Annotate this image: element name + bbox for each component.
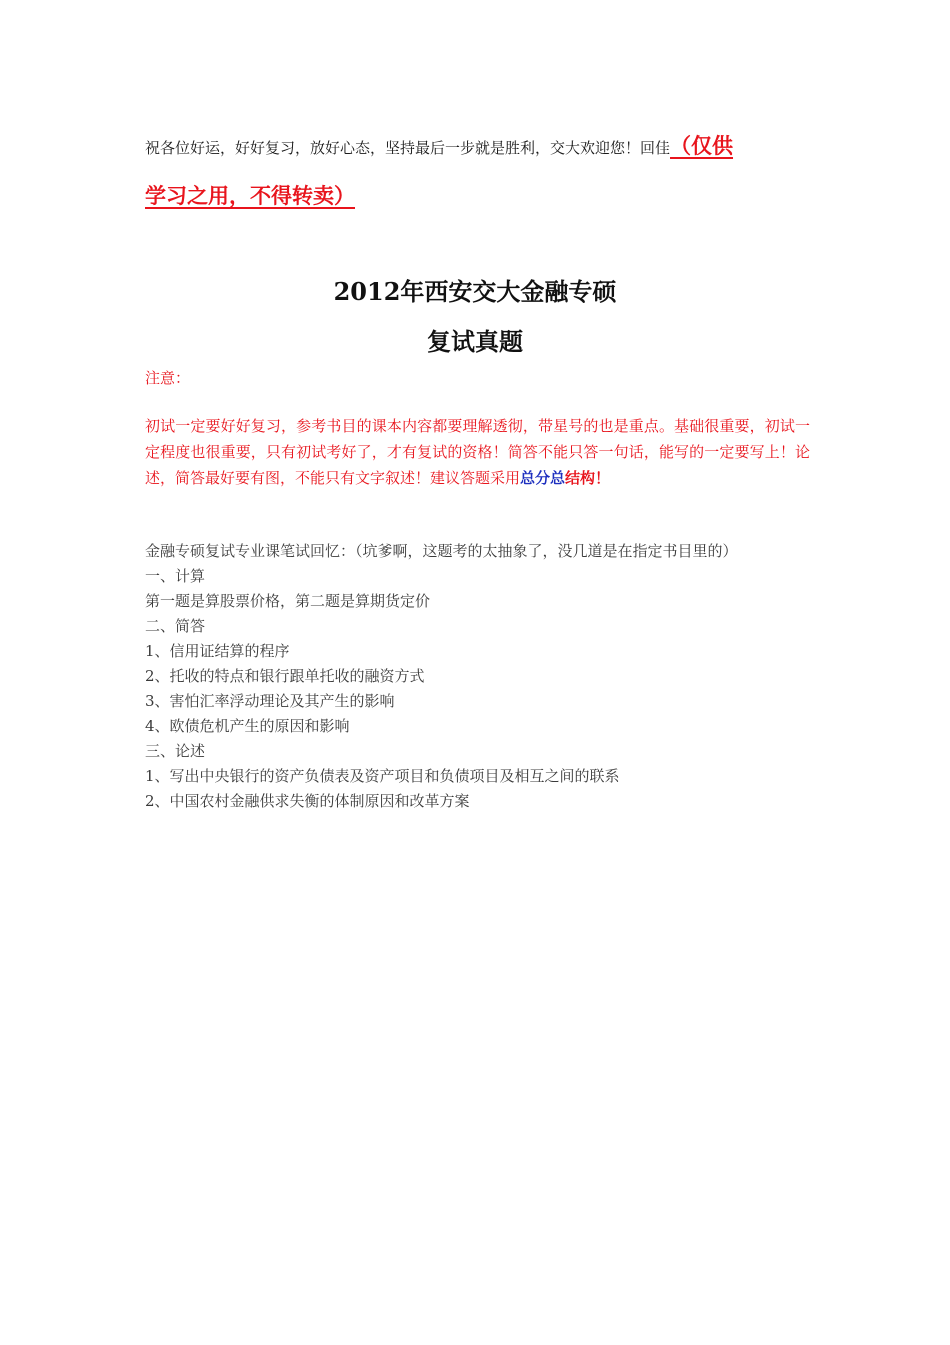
recall-line: 3、害怕汇率浮动理论及其产生的影响 bbox=[145, 692, 395, 710]
document-subtitle: 复试真题 bbox=[427, 327, 523, 356]
recall-line: 1、写出中央银行的资产负债表及资产项目和负债项目及相互之间的联系 bbox=[145, 767, 620, 785]
recall-line: 二、简答 bbox=[145, 617, 206, 635]
recall-heading: 金融专硕复试专业课笔试回忆：（坑爹啊，这题考的太抽象了，没几道是在指定书目里的） bbox=[145, 542, 738, 560]
notice-text-part1: （仅供 bbox=[670, 133, 734, 158]
notice-text-part2: 学习之用，不得转卖） bbox=[145, 183, 355, 208]
note-paragraph bbox=[145, 413, 810, 491]
recall-line: 1、信用证结算的程序 bbox=[145, 642, 290, 660]
recall-line: 4、欧债危机产生的原因和影响 bbox=[145, 717, 350, 735]
recall-line: 2、托收的特点和银行跟单托收的融资方式 bbox=[145, 667, 425, 685]
intro-text: 祝各位好运，好好复习，放好心态，坚持最后一步就是胜利，交大欢迎您！回佳 bbox=[145, 139, 671, 157]
recall-line: 三、论述 bbox=[145, 742, 206, 760]
recall-line: 第一题是算股票价格，第二题是算期货定价 bbox=[145, 592, 431, 610]
note-body-text: 初试一定要好好复习，参考书目的课本内容都要理解透彻，带星号的也是重点。基础很重要，初试一定程度也很重要，只有初试考好了，才有复试的资格！简答不能只答一句话，能写的一定要写上！论述，简答最好要有图，不能只有文字叙述！建议答题采用 bbox=[145, 417, 810, 487]
exam-recall-section bbox=[145, 539, 825, 814]
note-label: 注意： bbox=[145, 369, 191, 387]
note-highlight-red: 结构！ bbox=[565, 469, 611, 487]
document-title: 2012年西安交大金融专硕 bbox=[333, 277, 617, 306]
recall-line: 2、中国农村金融供求失衡的体制原因和改革方案 bbox=[145, 792, 470, 810]
note-highlight-blue: 总分总 bbox=[520, 469, 566, 487]
recall-line: 一、计算 bbox=[145, 567, 206, 585]
intro-paragraph bbox=[145, 122, 810, 222]
